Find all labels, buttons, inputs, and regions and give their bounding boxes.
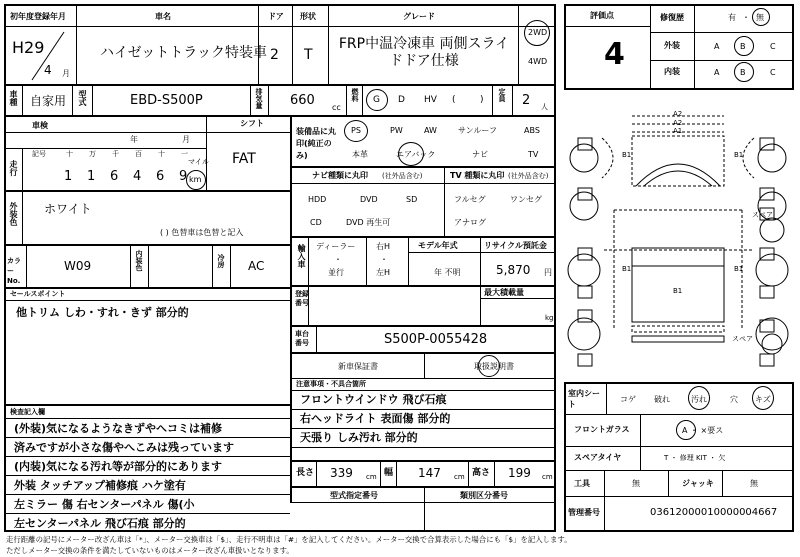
footer-line-2: ただしメーター交換の条件を満たしていないものはメーター改ざん車扱いとなります。	[6, 546, 294, 555]
fuel-g: G	[373, 95, 380, 105]
mileage-digit: 6	[156, 169, 165, 184]
repair-label: 修復歴	[660, 13, 684, 22]
note-line: 天張り しみ汚れ 部分的	[300, 431, 418, 444]
equip-leather: 本革	[352, 150, 368, 159]
vehicle-diagram	[564, 98, 794, 378]
mileage-head: 十	[66, 150, 73, 158]
width-value: 147	[418, 466, 441, 480]
equip-airbag: エアバック	[396, 150, 436, 159]
sales-point-label: セールスポイント	[10, 290, 66, 298]
inspection-line: 済みですが小さな傷やへこみは残っています	[14, 441, 234, 454]
equip-abs: ABS	[524, 126, 540, 135]
mgmt-no-label: 管理番号	[568, 508, 600, 517]
shaken-year: 年	[130, 135, 138, 144]
grade-score-value: 4	[604, 37, 625, 72]
cc-unit: cc	[332, 103, 341, 112]
model-year-value: 年 不明	[434, 268, 461, 277]
mark-a2-second: A2	[673, 119, 683, 127]
import-rh: 右H	[376, 242, 391, 251]
displacement-value: 660	[290, 93, 315, 108]
navi-note: (社外品含む)	[382, 172, 423, 180]
mileage-grid	[22, 148, 206, 190]
mileage-head: 一	[181, 150, 188, 158]
ac-value: AC	[248, 259, 265, 273]
mileage-label: 走行	[9, 160, 18, 176]
equip-ps: PS	[351, 126, 361, 135]
shaken-month: 月	[182, 135, 190, 144]
mgmt-no-value: 03612000010000004667	[650, 507, 778, 518]
usage-value: 自家用	[30, 94, 67, 108]
mark-a2-top: A2	[673, 110, 683, 118]
capacity-unit: 人	[541, 103, 548, 111]
mileage-unit-km: km	[189, 175, 202, 184]
shift-value: FAT	[232, 151, 256, 167]
mileage-head: 記号	[32, 150, 46, 158]
import-label: 輸入車	[297, 244, 306, 268]
usage-label: 車種	[9, 90, 18, 106]
length-value: 339	[330, 466, 353, 480]
sheet-dirt: 汚れ	[691, 395, 707, 404]
mileage-digit: 1	[87, 169, 96, 184]
navi-label: ナビ種類に丸印	[312, 171, 368, 180]
inspection-line: (外装)気になるようなきずやヘコミは補修	[14, 422, 223, 435]
capacity-value: 2	[522, 93, 531, 108]
fuel-d: D	[398, 95, 405, 105]
mark-spare-top: スペア	[752, 211, 773, 219]
exterior-c: C	[770, 42, 776, 51]
spare-tire-label: スペアタイヤ	[574, 453, 622, 462]
capacity-label: 定員	[498, 88, 506, 102]
mileage-head: 万	[89, 150, 96, 158]
car-name-label: 車名	[155, 12, 171, 21]
navi-cd: CD	[310, 218, 322, 227]
tv-fullseg: フルセグ	[454, 195, 486, 204]
color-no-label: カラーNo.	[7, 257, 21, 285]
tv-oneseg: ワンセグ	[510, 195, 542, 204]
max-load-label: 最大積載量	[484, 288, 524, 297]
color-value: ホワイト	[44, 202, 92, 216]
interior-color-label: 内装色	[135, 250, 143, 271]
repair-no: 無	[756, 13, 764, 22]
exterior-a: A	[714, 42, 720, 51]
spare-tire-value: T ・ 修理 KIT ・ 欠	[664, 454, 726, 462]
tv-label: TV 種類に丸印	[450, 171, 505, 180]
tv-note: (社外品含む)	[508, 172, 549, 180]
mileage-digit: 9	[179, 169, 188, 184]
navi-hdd: HDD	[308, 195, 327, 204]
navi-dvd-play: DVD 再生可	[346, 218, 391, 227]
inspection-notes-label: 検査記入欄	[10, 408, 45, 416]
sheet-burn: コゲ	[620, 395, 636, 404]
grade-label: グレード	[403, 12, 435, 21]
mark-b1-right: B1	[734, 151, 744, 159]
repair-yes: 有	[728, 13, 736, 22]
mark-b1-rr: B1	[734, 265, 744, 273]
height-unit: cm	[542, 473, 553, 481]
manual: 取扱説明書	[474, 362, 514, 371]
shaken-label: 車検	[32, 121, 48, 130]
first-reg-label: 初年度登録年月	[10, 12, 66, 21]
first-reg-month: 4	[44, 63, 52, 77]
width-label: 幅	[384, 468, 394, 478]
inspection-line: 外装 タッチアップ補修痕 ハケ塗有	[14, 479, 186, 492]
import-lh: 左H	[376, 268, 391, 277]
navi-sd: SD	[406, 195, 418, 204]
displacement-label: 排気量	[255, 88, 263, 109]
model-cert-label: 型式指定番号	[330, 491, 378, 500]
fuel-paren-close: )	[480, 95, 484, 105]
interior-a: A	[714, 68, 720, 77]
navi-dvd: DVD	[360, 195, 378, 204]
recycle-label: リサイクル預託金	[484, 241, 547, 250]
mark-b1-left: B1	[622, 151, 632, 159]
interior-sheet-label: 室内シート	[568, 389, 600, 409]
color-change-note: ( ) 色替車は色替と記入	[160, 228, 244, 237]
repair-dot: ・	[742, 13, 750, 22]
recycle-amount: 5,870	[496, 263, 531, 277]
model-label: 型式	[78, 90, 87, 106]
equip-sunroof: サンルーフ	[458, 126, 497, 135]
width-unit: cm	[454, 473, 465, 481]
fuel-paren-open: (	[452, 95, 456, 105]
sheet-tear: 破れ	[654, 395, 670, 404]
reg-no-label: 登録番号	[295, 290, 309, 307]
height-value: 199	[508, 466, 531, 480]
drive-2wd: 2WD	[528, 28, 548, 37]
length-label: 長さ	[296, 468, 315, 478]
mileage-head: 十	[158, 150, 165, 158]
windshield-value: A ・ ×要ス	[682, 426, 724, 435]
import-parallel: 並行	[328, 268, 344, 277]
footer-line-1: 走行距離の記号にメーター改ざん車は「*」、メーター交換車は「$」、走行不明車は「#」を記入してください。メーター交換で合算表示した場合にも「$」を記入します。	[6, 535, 572, 544]
warranty: 新車保証書	[338, 362, 378, 371]
month-unit: 月	[62, 69, 70, 78]
fuel-hv: HV	[424, 95, 437, 105]
length-unit: cm	[366, 473, 377, 481]
doors-value: 2	[270, 47, 279, 63]
interior-grade-label: 内装	[664, 67, 680, 76]
equipment-label: 装備品に丸印(純正のみ)	[296, 127, 336, 160]
ac-label: 冷房	[217, 254, 225, 268]
color-no-value: W09	[64, 259, 92, 273]
interior-c: C	[770, 68, 776, 77]
sheet-scratch: キズ	[755, 395, 771, 404]
first-reg-year: H29	[12, 38, 45, 57]
note-line: 右ヘッドライト 表面傷 部分的	[300, 412, 451, 425]
equip-aw: AW	[424, 126, 437, 135]
recycle-unit: 円	[544, 268, 552, 277]
mileage-digit: 6	[110, 169, 119, 184]
inspection-notes-list	[4, 419, 290, 532]
mileage-head: 千	[112, 150, 119, 158]
mark-spare-bottom: スペア	[732, 335, 753, 343]
grade-score-label: 評価点	[590, 11, 614, 20]
import-dot: ・	[334, 255, 342, 264]
equip-navi: ナビ	[472, 150, 488, 159]
notes-label: 注意事項・不具合箇所	[296, 380, 366, 388]
mileage-digit: 1	[64, 169, 73, 184]
sales-point-text: 他トリム しわ・すれ・きず 部分的	[16, 306, 189, 319]
jack-label: ジャッキ	[682, 479, 714, 488]
mark-b1-bed: B1	[673, 287, 683, 295]
sheet-hole: 穴	[730, 395, 738, 404]
inspection-line: 左センターパネル 飛び石痕 部分的	[14, 517, 186, 530]
exterior-b: B	[740, 42, 746, 51]
import-dot2: ・	[380, 255, 388, 264]
model-value: EBD-S500P	[130, 93, 203, 108]
chassis-label: 車台番号	[295, 330, 309, 347]
max-load-unit: kg	[545, 314, 554, 322]
mileage-unit-mile: マイル	[188, 158, 209, 166]
tools-label: 工具	[574, 479, 590, 488]
shape-value: T	[304, 47, 313, 63]
inspection-line: 左ミラー 傷 右センターパネル 傷(小	[14, 498, 195, 511]
model-year-label: モデル年式	[418, 241, 458, 250]
equip-tv: TV	[528, 150, 539, 159]
shift-label: シフト	[240, 119, 264, 128]
import-dealer: ディーラー	[316, 242, 356, 251]
grade-value: FRP中温冷凍車 両側スライドドア仕様	[338, 36, 510, 69]
mileage-digit: 4	[133, 169, 142, 184]
tv-analog: アナログ	[454, 218, 486, 227]
fuel-label: 燃料	[351, 88, 359, 102]
note-line: フロントウインドウ 飛び石痕	[300, 393, 447, 406]
height-label: 高さ	[472, 468, 491, 478]
doors-label: ドア	[268, 12, 284, 21]
mark-b1-rl: B1	[622, 265, 632, 273]
chassis-value: S500P-0055428	[384, 332, 488, 347]
exterior-grade-label: 外装	[664, 41, 680, 50]
inspection-line: (内装)気になる汚れ等が部分的にあります	[14, 460, 223, 473]
drive-4wd: 4WD	[528, 57, 548, 66]
shape-label: 形状	[300, 12, 316, 21]
windshield-label: フロントガラス	[574, 425, 630, 434]
tools-value: 無	[632, 479, 640, 488]
interior-b: B	[740, 68, 746, 77]
class-label: 類別区分番号	[460, 491, 508, 500]
mark-a1: A1	[673, 127, 683, 135]
car-name-value: ハイゼットトラック特装車	[100, 45, 268, 61]
equip-pw: PW	[390, 126, 403, 135]
jack-value: 無	[750, 479, 758, 488]
mileage-head: 百	[135, 150, 142, 158]
color-label: 外装色	[9, 202, 18, 226]
